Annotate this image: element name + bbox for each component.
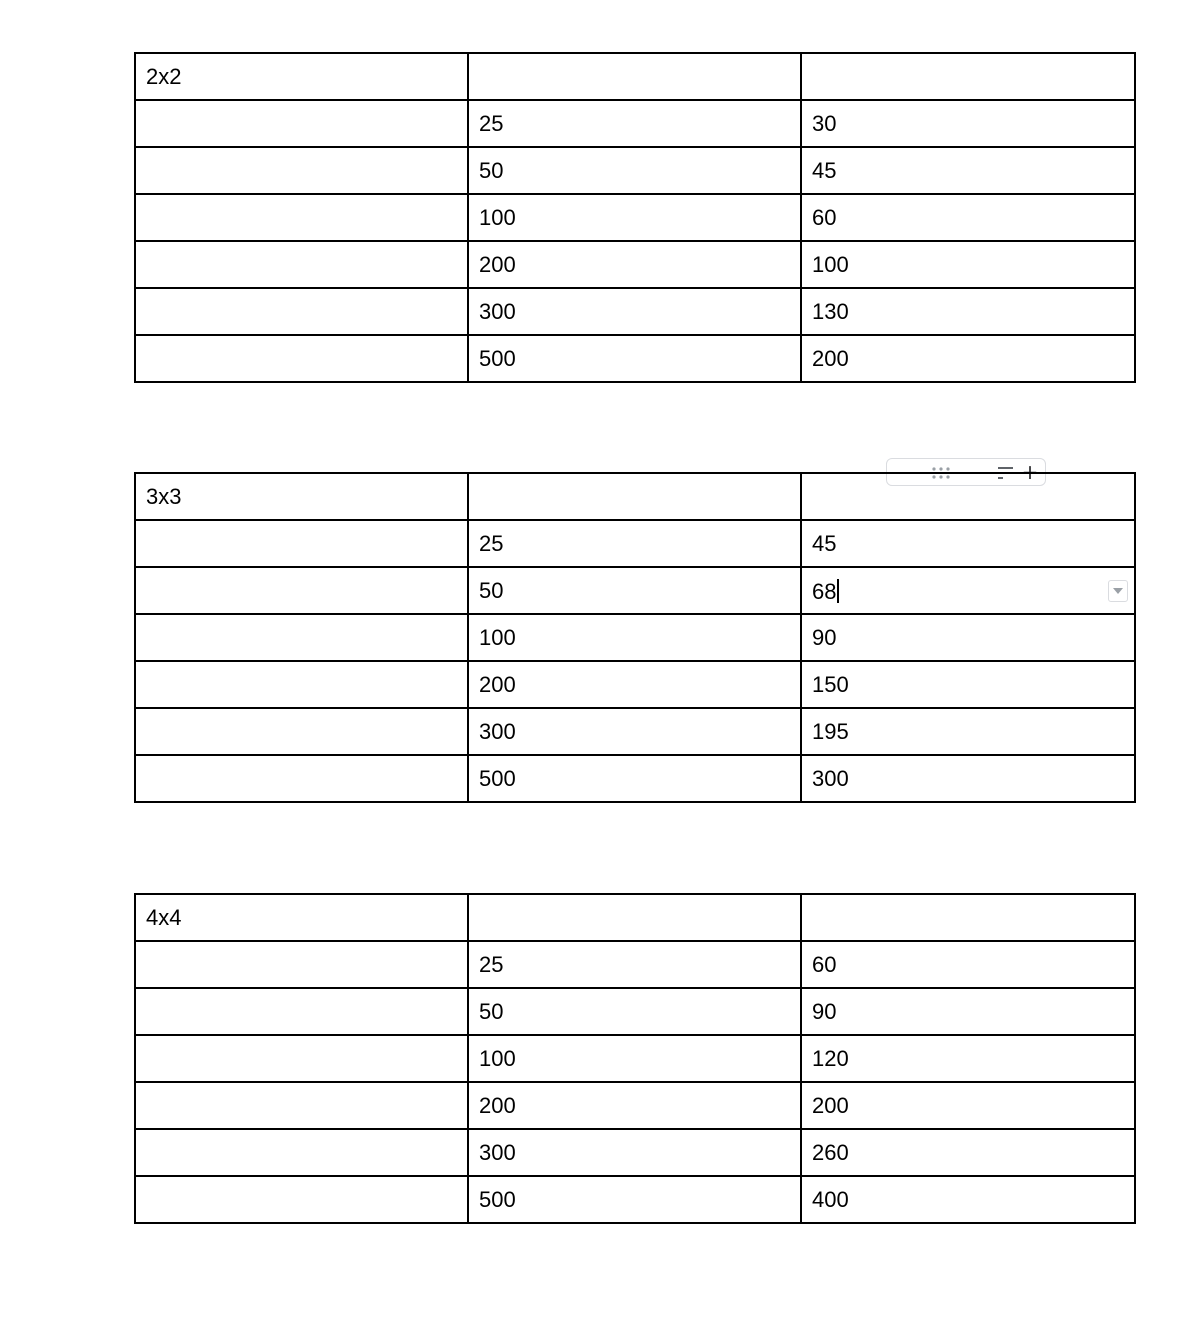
table-cell[interactable]	[135, 194, 468, 241]
table-cell[interactable]: 50	[468, 147, 801, 194]
active-table-cell[interactable]	[801, 567, 1135, 614]
table-cell[interactable]	[135, 288, 468, 335]
table-cell[interactable]	[135, 1129, 468, 1176]
table-cell[interactable]: 25	[468, 100, 801, 147]
table-cell[interactable]: 50	[468, 567, 801, 614]
table-cell[interactable]: 100	[801, 241, 1135, 288]
table-cell[interactable]: 50	[468, 988, 801, 1035]
table-cell[interactable]: 2x2	[135, 53, 468, 100]
table-row	[135, 614, 1135, 661]
table-3x3	[134, 472, 1136, 803]
table-row	[135, 941, 1135, 988]
table-cell[interactable]: 25	[468, 520, 801, 567]
table-cell[interactable]: 25	[468, 941, 801, 988]
table-cell[interactable]: 90	[801, 614, 1135, 661]
table-cell[interactable]: 90	[801, 988, 1135, 1035]
table-header-row	[135, 894, 1135, 941]
table-cell[interactable]: 500	[468, 1176, 801, 1223]
caret-down-icon	[1113, 588, 1123, 594]
table-cell[interactable]: 120	[801, 1035, 1135, 1082]
table-cell[interactable]	[801, 473, 1135, 520]
table-row	[135, 335, 1135, 382]
table-row	[135, 241, 1135, 288]
table-cell[interactable]	[135, 941, 468, 988]
table-row	[135, 1035, 1135, 1082]
column-dropdown-button[interactable]	[1108, 580, 1128, 602]
table-cell[interactable]: 100	[468, 614, 801, 661]
table-cell[interactable]	[135, 755, 468, 802]
table-cell[interactable]	[135, 988, 468, 1035]
table-row	[135, 147, 1135, 194]
table-cell[interactable]: 200	[468, 661, 801, 708]
table-cell[interactable]: 195	[801, 708, 1135, 755]
plus-icon[interactable]: +	[1021, 460, 1039, 484]
table-cell[interactable]	[135, 147, 468, 194]
table-row	[135, 567, 1135, 614]
table-cell[interactable]: 130	[801, 288, 1135, 335]
table-row	[135, 988, 1135, 1035]
table-row	[135, 520, 1135, 567]
table-cell[interactable]: 500	[468, 335, 801, 382]
table-cell[interactable]	[135, 100, 468, 147]
table-cell[interactable]: 400	[801, 1176, 1135, 1223]
table-row	[135, 194, 1135, 241]
table-header-row	[135, 53, 1135, 100]
table-cell[interactable]	[135, 1082, 468, 1129]
table-cell[interactable]	[135, 335, 468, 382]
table-cell[interactable]: 300	[468, 708, 801, 755]
table-cell[interactable]	[135, 614, 468, 661]
table-cell[interactable]: 100	[468, 194, 801, 241]
table-cell[interactable]	[135, 661, 468, 708]
table-cell[interactable]: 100	[468, 1035, 801, 1082]
table-cell[interactable]	[135, 567, 468, 614]
table-cell[interactable]: 300	[468, 288, 801, 335]
table-header-row	[135, 473, 1135, 520]
table-row	[135, 755, 1135, 802]
table-cell[interactable]: 60	[801, 941, 1135, 988]
table-cell[interactable]	[801, 894, 1135, 941]
table-row	[135, 1082, 1135, 1129]
table-row	[135, 288, 1135, 335]
table-cell[interactable]	[135, 1176, 468, 1223]
table-cell[interactable]: 200	[468, 241, 801, 288]
table-cell[interactable]	[135, 241, 468, 288]
table-row	[135, 1129, 1135, 1176]
table-cell[interactable]: 45	[801, 520, 1135, 567]
cell-text: 68	[812, 578, 837, 604]
table-cell[interactable]	[801, 53, 1135, 100]
table-cell[interactable]	[468, 894, 801, 941]
table-cell[interactable]: 150	[801, 661, 1135, 708]
table-row	[135, 661, 1135, 708]
table-4x4	[134, 893, 1136, 1224]
table-cell[interactable]: 30	[801, 100, 1135, 147]
table-cell[interactable]: 4x4	[135, 894, 468, 941]
text-cursor	[837, 579, 839, 603]
table-2x2	[134, 52, 1136, 383]
table-cell[interactable]	[468, 473, 801, 520]
table-cell[interactable]	[135, 708, 468, 755]
table-cell[interactable]: 200	[468, 1082, 801, 1129]
table-row	[135, 708, 1135, 755]
table-cell[interactable]: 200	[801, 1082, 1135, 1129]
table-cell[interactable]	[135, 520, 468, 567]
table-cell[interactable]: 260	[801, 1129, 1135, 1176]
table-cell[interactable]	[135, 1035, 468, 1082]
table-cell[interactable]: 500	[468, 755, 801, 802]
table-cell[interactable]: 3x3	[135, 473, 468, 520]
table-row	[135, 100, 1135, 147]
table-cell[interactable]: 60	[801, 194, 1135, 241]
table-cell[interactable]: 300	[801, 755, 1135, 802]
table-cell[interactable]: 200	[801, 335, 1135, 382]
table-row	[135, 1176, 1135, 1223]
table-cell[interactable]	[468, 53, 801, 100]
table-cell[interactable]: 45	[801, 147, 1135, 194]
table-cell[interactable]: 300	[468, 1129, 801, 1176]
